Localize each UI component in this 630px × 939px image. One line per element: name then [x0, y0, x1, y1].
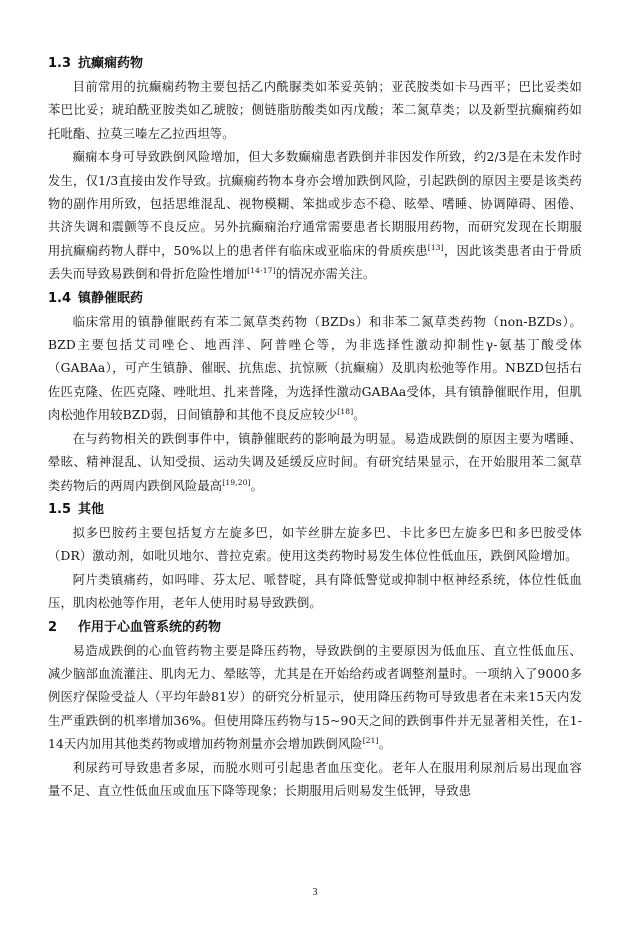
paragraph-text: 阿片类镇痛药，如吗啡、芬太尼、哌替啶，具有降低警觉或抑制中枢神经系统，体位性低血压，肌肉松弛等作用，老年人使用时易导致跌倒。: [48, 572, 582, 611]
section-sedative-hypnotics: [48, 287, 582, 498]
paragraph-text: 拟多巴胺药主要包括复方左旋多巴，如苄丝肼左旋多巴、卡比多巴左旋多巴和多巴胺受体（DR）激动剂，如吡贝地尔、普拉克索。使用这类药物时易发生体位性低血压，跌倒风险增加。: [48, 525, 582, 564]
paragraph-text: 易造成跌倒的心血管药物主要是降压药物，导致跌倒的主要原因为低血压、直立性低血压、减少脑部血流灌注、肌肉无力、晕眩等，尤其是在开始给药或者调整剂量时。一项纳入了9000多例医疗保险受益人（平均年龄81岁）的研究分析显示，使用降压药物可导致患者在未来15天内发生严重跌倒的机率增加36%。但使用降压药物与15~90天之间的跌倒事件并无显著相关性，在1-14天内加用其他类药物或增加药物剂量亦会增加跌倒风险: [48, 643, 582, 752]
paragraph-text: 在与药物相关的跌倒事件中，镇静催眠药的影响最为明显。易造成跌倒的原因主要为嗜睡、晕眩、精神混乱、认知受损、运动失调及延缓反应时间。有研究结果显示，在开始服用苯二氮草类药物后的两周内跌倒风险最高: [48, 431, 582, 493]
section-title: 作用于心血管系统的药物: [78, 619, 222, 635]
paragraph-text: 利尿药可导致患者多尿，而脱水则可引起患者血压变化。老年人在服用利尿剂后易出现血容量不足、直立性低血压或血压下降等现象；长期服用后则易发生低钾，导致患: [48, 760, 582, 798]
paragraph-text: 。: [250, 478, 264, 493]
paragraph-text: 的情况亦需关注。: [275, 267, 376, 282]
page-content: [48, 52, 582, 803]
section-heading: [48, 498, 582, 522]
paragraph: [48, 522, 582, 569]
section-cardiovascular: [48, 616, 582, 804]
paragraph-text: ，因此该类患者由于骨质丢失而导致易跌倒和骨折危险性增加: [48, 243, 582, 282]
paragraph-text: 。: [378, 737, 392, 752]
citation: [14-17]: [247, 266, 276, 276]
section-antiepileptic: [48, 52, 582, 287]
page-number: 3: [312, 887, 318, 898]
citation: [21]: [362, 736, 379, 746]
paragraph-text: 临床常用的镇静催眠药有苯二氮草类药物（BZDs）和非苯二氮草类药物（non-BZDs）。BZD主要包括艾司唑仑、地西泮、阿普唑仑等，为非选择性激动抑制性γ-氨基丁酸受体（GABAa），可产生镇静、催眠、抗焦虑、抗惊厥（抗癫痫）及肌肉松弛等作用。NBZD包括右佐匹克隆、佐匹克隆、唑吡坦、扎来普隆，为选择性激动GABAa受体，具有镇静催眠作用，但肌肉松弛作用较BZD弱，日间镇静和其他不良反应较少: [48, 314, 582, 423]
paragraph: [48, 76, 582, 146]
paragraph-text: 癫痫本身可导致跌倒风险增加，但大多数癫痫患者跌倒并非因发作所致，约2/3是在未发作时发生，仅1/3直接由发作导致。抗癫痫药物本身亦会增加跌倒风险，引起跌倒的原因主要是该类药物的副作用所致，包括思维混乱、视物模糊、笨拙或步态不稳、眩晕、嗜睡、协调障碍、困倦、共济失调和震颤等不良反应。另外抗癫痫治疗通常需要患者长期服用药物，而研究发现在长期服用抗癫痫药物人群中，50%以上的患者伴有临床或亚临床的骨质疾患: [48, 150, 582, 258]
section-title: 其他: [78, 501, 105, 517]
section-others: [48, 498, 582, 616]
paragraph: [48, 146, 582, 286]
section-title: 抗癫痫药物: [78, 56, 144, 71]
section-heading: [48, 52, 582, 76]
section-number: 1.4: [48, 290, 72, 306]
citation: [18]: [337, 407, 354, 417]
section-title: 镇静催眠药: [78, 290, 144, 306]
section-number: 2: [48, 619, 58, 635]
paragraph: [48, 311, 582, 428]
paragraph: [48, 757, 582, 804]
section-heading: [48, 616, 582, 640]
paragraph-text: 。: [353, 408, 366, 423]
section-heading: [48, 287, 582, 311]
paragraph: [48, 640, 582, 757]
section-number: 1.3: [48, 56, 72, 71]
paragraph: [48, 569, 582, 616]
section-number: 1.5: [48, 501, 72, 517]
citation: [19,20]: [222, 477, 251, 487]
paragraph-text: 目前常用的抗癫痫药物主要包括乙内酰脲类如苯妥英钠；亚芪胺类如卡马西平；巴比妥类如苯巴比妥；琥珀酰亚胺类如乙琥胺；侧链脂肪酸类如丙戊酸；苯二氮草类；以及新型抗癫痫药如托吡酯、拉莫三嗪左乙拉西坦等。: [48, 80, 582, 141]
paragraph: [48, 428, 582, 498]
citation: [13]: [427, 242, 444, 252]
